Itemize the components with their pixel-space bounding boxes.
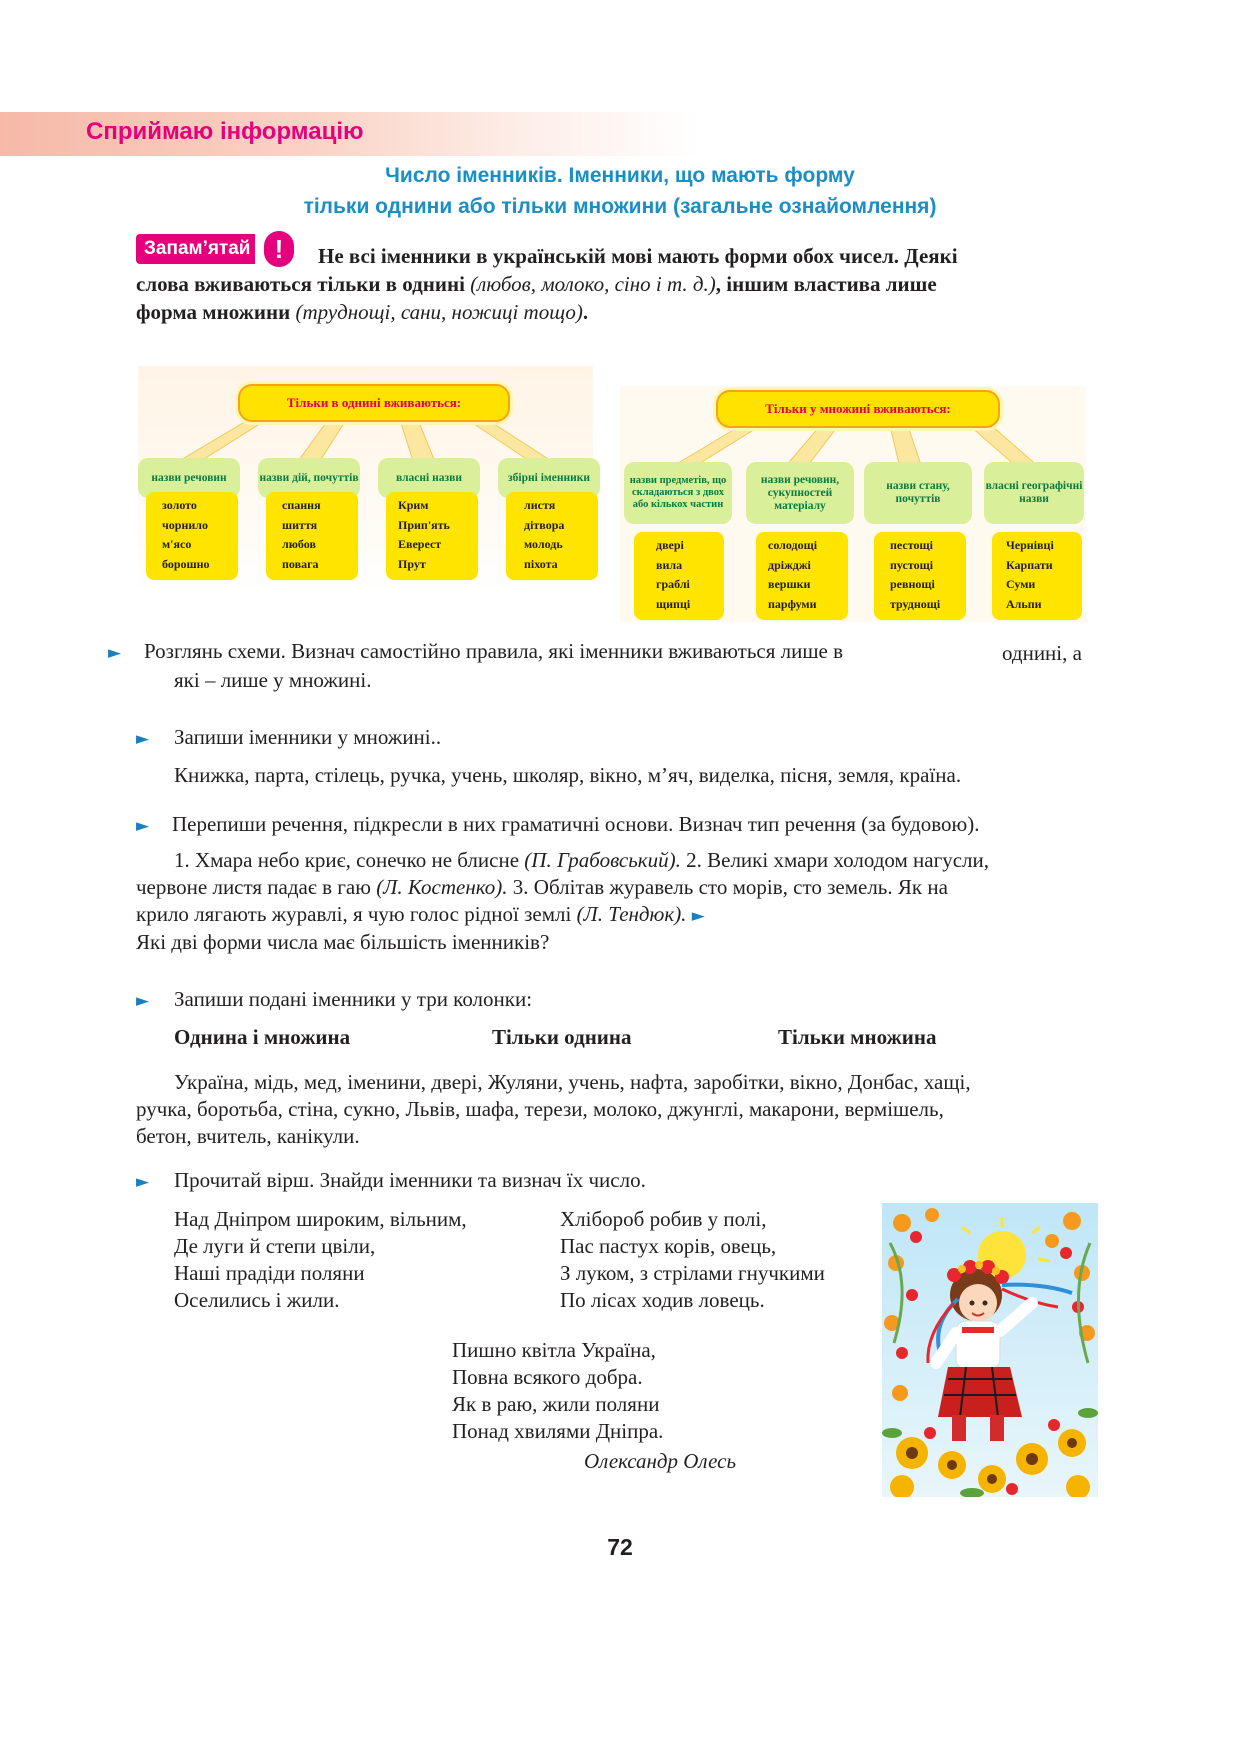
task3-line3: крило лягають журавлі, я чую голос рідної землі (Л. Тендюк). ► bbox=[136, 902, 705, 926]
task4-column3-header: Тільки множина bbox=[778, 1025, 937, 1049]
poem-line: З луком, з стрілами гнучкими bbox=[560, 1261, 825, 1285]
poem-line: Над Дніпром широким, вільним, bbox=[174, 1207, 467, 1231]
list-item: любов bbox=[282, 537, 316, 551]
poem-line: Наші прадіди поляни bbox=[174, 1261, 365, 1285]
plural-branch-1: назви предметів, що складаються з двох або кількох частин bbox=[624, 462, 732, 524]
poem-line: Повна всякого добра. bbox=[452, 1365, 643, 1389]
poem-stanza-1 bbox=[174, 1206, 467, 1314]
list-item: ревнощі bbox=[890, 577, 935, 591]
remember-line3: форма множини (труднощі, сани, ножиці тощо). bbox=[136, 300, 589, 324]
task3-line1: 1. Хмара небо криє, сонечко не блисне (П. Грабовський). 2. Великі хмари холодом нагусли, bbox=[174, 848, 989, 872]
singular-branch-4: збірні іменники bbox=[498, 458, 600, 498]
list-item: борошно bbox=[162, 556, 210, 571]
section-header-title: Сприймаю інформацію bbox=[86, 118, 364, 145]
remember-line2: слова вживаються тільки в однині (любов, молоко, сіно і т. д.), іншим властива лише bbox=[136, 272, 937, 296]
task-arrow-icon: ► bbox=[136, 816, 150, 836]
task4-prompt: Запиши подані іменники у три колонки: bbox=[174, 987, 533, 1011]
list-item: Прут bbox=[398, 556, 426, 571]
singular-leaf-3 bbox=[386, 492, 478, 580]
plural-leaf-2 bbox=[756, 532, 848, 620]
poem-stanza-2 bbox=[560, 1206, 825, 1314]
singular-leaf-1 bbox=[146, 492, 238, 580]
task-arrow-icon: ► bbox=[136, 991, 150, 1011]
singular-branch-1: назви речовин bbox=[138, 458, 240, 498]
poem-line: Де луги й степи цвіли, bbox=[174, 1234, 376, 1258]
task4-column1-header: Однина і множина bbox=[174, 1025, 351, 1049]
list-item: вила bbox=[656, 557, 683, 572]
poem-line: Понад хвилями Дніпра. bbox=[452, 1419, 664, 1443]
plural-branch-2: назви речовин, сукупностей матеріалу bbox=[746, 462, 854, 524]
poem-line: Хлібороб робив у полі, bbox=[560, 1207, 767, 1231]
list-item: Прип'ять bbox=[398, 517, 450, 532]
list-item: двері bbox=[656, 538, 684, 552]
task-arrow-icon: ► bbox=[108, 643, 122, 663]
list-item: м'ясо bbox=[162, 537, 192, 551]
list-item: Крим bbox=[398, 498, 429, 512]
task2-prompt: Запиши іменники у множині.. bbox=[174, 725, 442, 749]
list-item: Альпи bbox=[1006, 596, 1042, 611]
list-item: листя bbox=[524, 498, 556, 512]
task4-words-line1: Україна, мідь, мед, іменини, двері, Жуляни, учень, нафта, заробітки, вікно, Донбас, хащі, bbox=[174, 1070, 971, 1094]
poem-line: Як в раю, жили поляни bbox=[452, 1392, 660, 1416]
remember-line1: Не всі іменники в українській мові мають форми обох чисел. Деякі bbox=[318, 244, 958, 268]
list-item: спання bbox=[282, 498, 321, 512]
task1-line2: які – лише у множині. bbox=[174, 668, 372, 692]
plural-diagram-root: Тільки у множині вживаються: bbox=[716, 390, 1000, 428]
list-item: чорнило bbox=[162, 517, 209, 532]
list-item: труднощі bbox=[890, 596, 941, 611]
lesson-title-line2: тільки однини або тільки множини (загальне ознайомлення) bbox=[303, 195, 937, 218]
task-arrow-icon: ► bbox=[136, 729, 150, 749]
poem-line: Пас пастух корів, овець, bbox=[560, 1234, 777, 1258]
list-item: піхота bbox=[524, 556, 558, 571]
list-item: Чернівці bbox=[1006, 538, 1054, 552]
task3-prompt: Перепиши речення, підкресли в них граматичні основи. Визнач тип речення (за будовою). bbox=[172, 812, 980, 836]
girl-illustration bbox=[882, 1203, 1098, 1497]
list-item: граблі bbox=[656, 577, 690, 591]
list-item: Карпати bbox=[1006, 557, 1053, 572]
list-item: пестощі bbox=[890, 538, 933, 552]
singular-leaf-2 bbox=[266, 492, 358, 580]
poem-stanza-3 bbox=[452, 1337, 663, 1445]
singular-diagram-root: Тільки в однині вживаються: bbox=[238, 384, 510, 422]
task3-question: Які дві форми числа має більшість іменників? bbox=[136, 930, 550, 954]
task1-line1: Розглянь схеми. Визнач самостійно правила, які іменники вживаються лише в bbox=[144, 639, 844, 663]
poem-line: Пишно квітла Україна, bbox=[452, 1338, 656, 1362]
poem-author: Олександр Олесь bbox=[584, 1449, 737, 1473]
task-arrow-icon: ► bbox=[136, 1172, 150, 1192]
list-item: парфуми bbox=[768, 596, 817, 611]
task4-column2-header: Тільки однина bbox=[492, 1025, 632, 1049]
list-item: щипці bbox=[656, 596, 691, 611]
task2-words: Книжка, парта, стілець, ручка, учень, школяр, вікно, м’яч, виделка, пісня, земля, країна. bbox=[174, 763, 962, 787]
plural-leaf-1 bbox=[634, 532, 724, 620]
list-item: шиття bbox=[282, 517, 318, 532]
list-item: молодь bbox=[524, 537, 563, 551]
list-item: дріжджі bbox=[768, 557, 811, 572]
poem-line: По лісах ходив ловець. bbox=[560, 1288, 765, 1312]
list-item: дітвора bbox=[524, 517, 565, 532]
list-item: золото bbox=[162, 498, 197, 512]
plural-leaf-4 bbox=[992, 532, 1082, 620]
task1-line1-end: однині, а bbox=[1002, 641, 1082, 665]
singular-branch-3: власні назви bbox=[378, 458, 480, 498]
list-item: Суми bbox=[1006, 577, 1036, 591]
list-item: вершки bbox=[768, 577, 811, 591]
task3-line2: червоне листя падає в гаю (Л. Костенко). 3. Облітав журавель сто морів, сто земель. Як на bbox=[136, 875, 948, 899]
list-item: солодощі bbox=[768, 538, 818, 552]
exclamation-icon: ! bbox=[264, 231, 294, 267]
list-item: Еверест bbox=[398, 537, 442, 551]
plural-leaf-3 bbox=[874, 532, 966, 620]
singular-branch-2: назви дій, почуттів bbox=[258, 458, 360, 498]
page-number: 72 bbox=[607, 1534, 633, 1560]
list-item: пустощі bbox=[890, 557, 934, 572]
plural-branch-3: назви стану, почуттів bbox=[864, 462, 972, 524]
singular-leaf-4 bbox=[506, 492, 598, 580]
list-item: повага bbox=[282, 556, 319, 571]
plural-branch-4: власні географічні назви bbox=[984, 462, 1084, 524]
task4-words-line2: ручка, боротьба, стіна, сукно, Львів, шафа, терези, молоко, джунглі, макарони, вермішель, bbox=[136, 1097, 944, 1121]
remember-badge: Запам’ятай bbox=[136, 234, 255, 264]
task-arrow-icon: ► bbox=[691, 906, 705, 926]
poem-line: Оселились і жили. bbox=[174, 1288, 340, 1312]
lesson-title-line1: Число іменників. Іменники, що мають форму bbox=[385, 164, 855, 187]
task5-prompt: Прочитай вірш. Знайди іменники та визнач їх число. bbox=[174, 1168, 646, 1192]
task4-words-line3: бетон, вчитель, канікули. bbox=[136, 1124, 360, 1148]
